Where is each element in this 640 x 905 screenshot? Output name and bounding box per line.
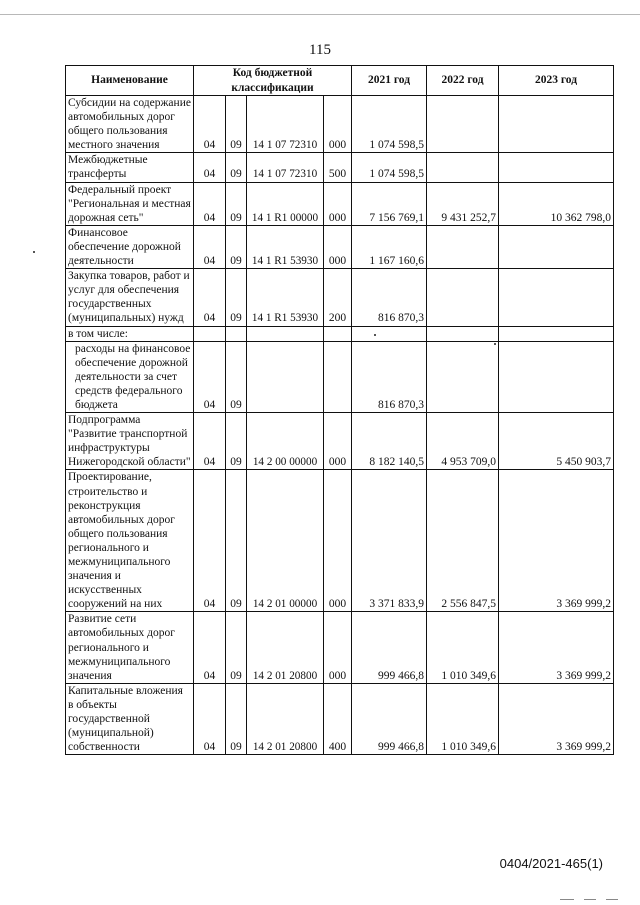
header-2022: 2022 год	[427, 66, 499, 96]
row-vr: 000	[324, 96, 352, 153]
row-section: 04	[194, 96, 226, 153]
budget-table	[65, 65, 614, 755]
row-2022	[427, 153, 499, 182]
row-vr: 400	[324, 683, 352, 754]
row-section: 04	[194, 182, 226, 225]
row-vr: 200	[324, 269, 352, 326]
row-name: расходы на финансовое обеспечение дорожной деятельности за счет средств федерального бюджета	[66, 341, 194, 412]
row-subsection: 09	[226, 341, 247, 412]
header-name: Наименование	[66, 66, 194, 96]
row-csr: 14 1 R1 00000	[247, 182, 324, 225]
row-2023	[499, 153, 614, 182]
row-section: 04	[194, 683, 226, 754]
row-2021: 999 466,8	[352, 683, 427, 754]
document-code: 0404/2021-465(1)	[499, 856, 603, 871]
header-row	[66, 66, 614, 96]
row-subsection: 09	[226, 413, 247, 470]
row-subsection: 09	[226, 269, 247, 326]
scan-speck	[374, 334, 376, 336]
row-section: 04	[194, 341, 226, 412]
header-2023: 2023 год	[499, 66, 614, 96]
row-vr: 000	[324, 612, 352, 683]
row-csr	[247, 326, 324, 341]
row-name: Подпрограмма "Развитие транспортной инфраструктуры Нижегородской области"	[66, 413, 194, 470]
row-2023: 10 362 798,0	[499, 182, 614, 225]
row-2022	[427, 326, 499, 341]
table-row	[66, 612, 614, 683]
row-vr: 000	[324, 225, 352, 268]
row-2023: 3 369 999,2	[499, 683, 614, 754]
row-2022: 1 010 349,6	[427, 683, 499, 754]
row-name: Развитие сети автомобильных дорог регионального и межмуниципального значения	[66, 612, 194, 683]
row-section	[194, 326, 226, 341]
row-2022: 1 010 349,6	[427, 612, 499, 683]
row-2023: 3 369 999,2	[499, 612, 614, 683]
table-row	[66, 225, 614, 268]
header-code: Код бюджетной классификации	[194, 66, 352, 96]
row-2022	[427, 96, 499, 153]
table-row	[66, 341, 614, 412]
row-name: в том числе:	[66, 326, 194, 341]
row-2021: 816 870,3	[352, 341, 427, 412]
row-2023	[499, 225, 614, 268]
row-section: 04	[194, 413, 226, 470]
row-name: Проектирование, строительство и реконструкция автомобильных дорог общего пользования регионального и межмуниципального значения и искусственных сооружений на них	[66, 470, 194, 612]
top-rule	[0, 14, 640, 15]
row-name: Межбюджетные трансферты	[66, 153, 194, 182]
row-2022: 2 556 847,5	[427, 470, 499, 612]
row-2021: 816 870,3	[352, 269, 427, 326]
header-2021: 2021 год	[352, 66, 427, 96]
row-2021	[352, 326, 427, 341]
row-2021: 1 074 598,5	[352, 153, 427, 182]
row-2022: 4 953 709,0	[427, 413, 499, 470]
row-2021: 1 074 598,5	[352, 96, 427, 153]
row-csr: 14 1 07 72310	[247, 153, 324, 182]
scan-speck	[33, 251, 35, 253]
scan-edge-mark	[584, 899, 596, 900]
scan-edge-mark	[606, 899, 618, 900]
row-vr: 000	[324, 182, 352, 225]
row-vr: 500	[324, 153, 352, 182]
row-section: 04	[194, 612, 226, 683]
row-section: 04	[194, 269, 226, 326]
page-number: 115	[309, 42, 331, 58]
row-2021: 3 371 833,9	[352, 470, 427, 612]
row-vr: 000	[324, 470, 352, 612]
table-row	[66, 326, 614, 341]
row-subsection: 09	[226, 683, 247, 754]
row-csr: 14 1 R1 53930	[247, 269, 324, 326]
row-section: 04	[194, 225, 226, 268]
row-section: 04	[194, 470, 226, 612]
row-name: Субсидии на содержание автомобильных дорог общего пользования местного значения	[66, 96, 194, 153]
row-2023	[499, 341, 614, 412]
row-subsection: 09	[226, 470, 247, 612]
row-section: 04	[194, 153, 226, 182]
row-csr: 14 2 00 00000	[247, 413, 324, 470]
row-vr	[324, 326, 352, 341]
row-2022	[427, 225, 499, 268]
scan-speck	[494, 343, 496, 345]
row-subsection: 09	[226, 96, 247, 153]
row-2023	[499, 269, 614, 326]
row-csr: 14 2 01 20800	[247, 683, 324, 754]
row-2022	[427, 269, 499, 326]
row-2022: 9 431 252,7	[427, 182, 499, 225]
scan-edge-mark	[560, 899, 574, 900]
row-csr: 14 2 01 20800	[247, 612, 324, 683]
row-subsection: 09	[226, 225, 247, 268]
table-body	[66, 96, 614, 755]
row-2023: 3 369 999,2	[499, 470, 614, 612]
row-2023	[499, 326, 614, 341]
table-row	[66, 153, 614, 182]
row-2022	[427, 341, 499, 412]
row-2021: 7 156 769,1	[352, 182, 427, 225]
row-subsection	[226, 326, 247, 341]
row-name: Капитальные вложения в объекты государственной (муниципальной) собственности	[66, 683, 194, 754]
table-row	[66, 96, 614, 153]
table-row	[66, 683, 614, 754]
row-2021: 8 182 140,5	[352, 413, 427, 470]
row-csr	[247, 341, 324, 412]
table-row	[66, 413, 614, 470]
row-vr	[324, 341, 352, 412]
row-name: Закупка товаров, работ и услуг для обеспечения государственных (муниципальных) нужд	[66, 269, 194, 326]
table-row	[66, 182, 614, 225]
row-2023	[499, 96, 614, 153]
row-vr: 000	[324, 413, 352, 470]
table-row	[66, 269, 614, 326]
row-csr: 14 1 07 72310	[247, 96, 324, 153]
row-subsection: 09	[226, 153, 247, 182]
row-2023: 5 450 903,7	[499, 413, 614, 470]
row-subsection: 09	[226, 612, 247, 683]
row-subsection: 09	[226, 182, 247, 225]
row-name: Федеральный проект "Региональная и местная дорожная сеть"	[66, 182, 194, 225]
row-csr: 14 2 01 00000	[247, 470, 324, 612]
table-row	[66, 470, 614, 612]
row-name: Финансовое обеспечение дорожной деятельности	[66, 225, 194, 268]
row-csr: 14 1 R1 53930	[247, 225, 324, 268]
row-2021: 1 167 160,6	[352, 225, 427, 268]
row-2021: 999 466,8	[352, 612, 427, 683]
